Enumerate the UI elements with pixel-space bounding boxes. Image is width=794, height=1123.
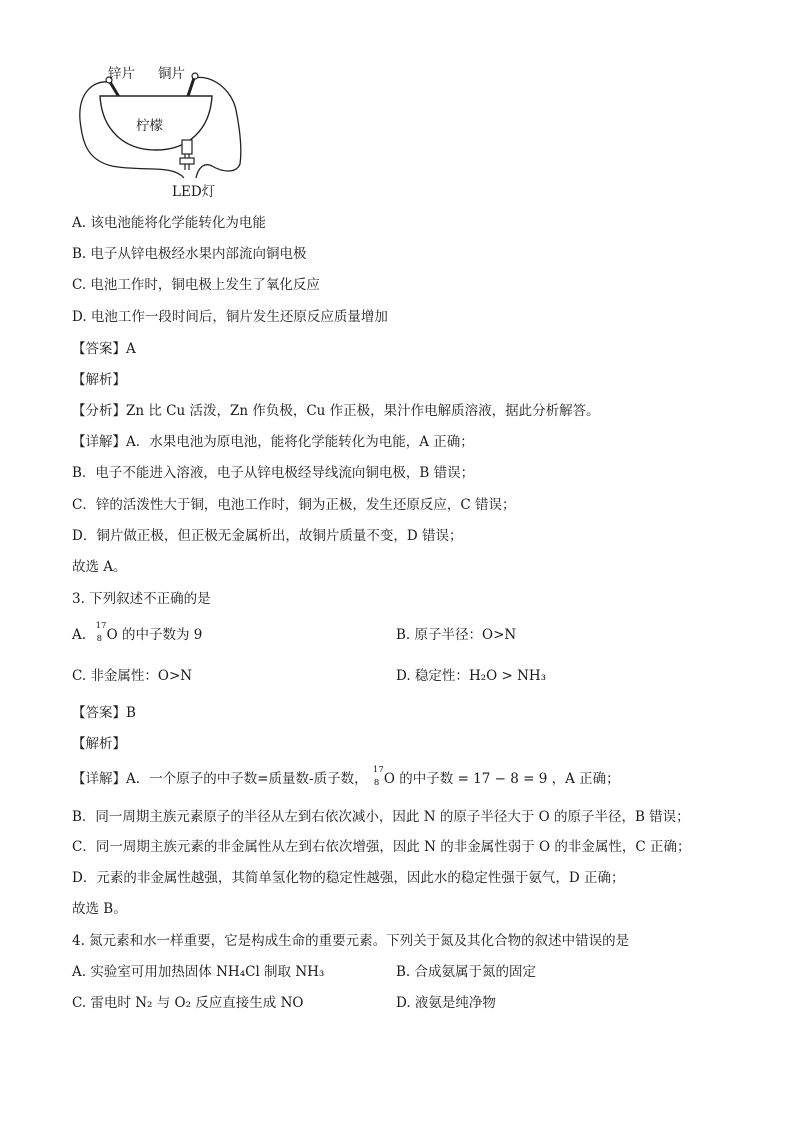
- detail-text: 【详解】A．一个原子的中子数=质量数-质子数，: [72, 771, 368, 787]
- analysis-tag: 【解析】: [72, 736, 126, 752]
- conclusion: 故选 A。: [72, 559, 127, 575]
- q3-option-b: B. 原子半径：O>N: [396, 627, 517, 643]
- option-b: B. 电子从锌电极经水果内部流向铜电极: [72, 246, 307, 262]
- option-text: O 的中子数为 9: [106, 627, 203, 643]
- analysis-tag: 【解析】: [72, 372, 126, 388]
- q3-option-c: C. 非金属性：O>N: [72, 668, 193, 684]
- option-letter: A.: [72, 627, 87, 643]
- option-a: A. 该电池能将化学能转化为电能: [72, 215, 266, 231]
- q4-option-c: C. 雷电时 N₂ 与 O₂ 反应直接生成 NO: [72, 995, 304, 1011]
- answer-tag: 【答案】A: [72, 341, 136, 357]
- copper-label: 铜片: [158, 66, 185, 82]
- lemon-battery-figure: [72, 60, 252, 210]
- mass-number: 17: [372, 765, 384, 775]
- conclusion: 故选 B。: [72, 901, 127, 917]
- detail-line: D．元素的非金属性越强，其简单氢化物的稳定性越强，因此水的稳定性强于氨气，D 正确；: [72, 870, 625, 886]
- zinc-label: 锌片: [108, 66, 135, 82]
- led-icon: [180, 140, 194, 170]
- q4-option-d: D. 液氨是纯净物: [396, 995, 496, 1011]
- q3-option-d: [396, 667, 546, 685]
- detail-line: C．同一周期主族元素的非金属性从左到右依次增强，因此 N 的非金属性弱于 O 的非金属性，C 正确；: [72, 839, 691, 855]
- option-text: D. 稳定性：: [396, 668, 469, 684]
- option-c: C. 电池工作时，铜电极上发生了氧化反应: [72, 277, 320, 293]
- atomic-number: 8: [373, 778, 380, 788]
- detail-text: O 的中子数 = 17 − 8 = 9 ，A 正确；: [383, 771, 620, 787]
- battery-diagram: [72, 60, 252, 210]
- detail-line: C．锌的活泼性大于铜，电池工作时，铜为正极，发生还原反应，C 错误；: [72, 497, 516, 513]
- mass-number: 17: [95, 621, 107, 631]
- q4-option-b: B. 合成氨属于氮的固定: [396, 964, 537, 980]
- lemon-label: 柠檬: [136, 118, 163, 134]
- question-3-stem: 3. 下列叙述不正确的是: [72, 591, 211, 607]
- isotope-notation: [372, 765, 384, 788]
- q3-option-a: [72, 621, 203, 644]
- led-label: LED灯: [172, 184, 216, 200]
- isotope-notation: [95, 621, 107, 644]
- detail-line: B．电子不能进入溶液，电子从锌电极经导线流向铜电极，B 错误；: [72, 465, 475, 481]
- atomic-number: 8: [96, 634, 103, 644]
- answer-tag: 【答案】B: [72, 705, 136, 721]
- detail-line: 【详解】A．水果电池为原电池，能将化学能转化为电能，A 正确；: [72, 434, 474, 450]
- detail-line: B．同一周期主族元素原子的半径从左到右依次减小，因此 N 的原子半径大于 O 的原子半径，B 错误；: [72, 809, 690, 825]
- analysis-text: 【分析】Zn 比 Cu 活泼，Zn 作负极，Cu 作正极，果汁作电解质溶液，据此分析解答。: [72, 403, 600, 419]
- option-d: D. 电池工作一段时间后，铜片发生还原反应质量增加: [72, 309, 388, 325]
- formula: H₂O > NH₃: [468, 668, 547, 684]
- question-4-stem: 4. 氮元素和水一样重要，它是构成生命的重要元素。下列关于氮及其化合物的叙述中错误的是: [72, 933, 630, 949]
- detail-line: D．铜片做正极，但正极无金属析出，故铜片质量不变，D 错误；: [72, 528, 463, 544]
- q3-detail-a: [72, 765, 620, 788]
- q4-option-a: A. 实验室可用加热固体 NH₄Cl 制取 NH₃: [72, 964, 325, 980]
